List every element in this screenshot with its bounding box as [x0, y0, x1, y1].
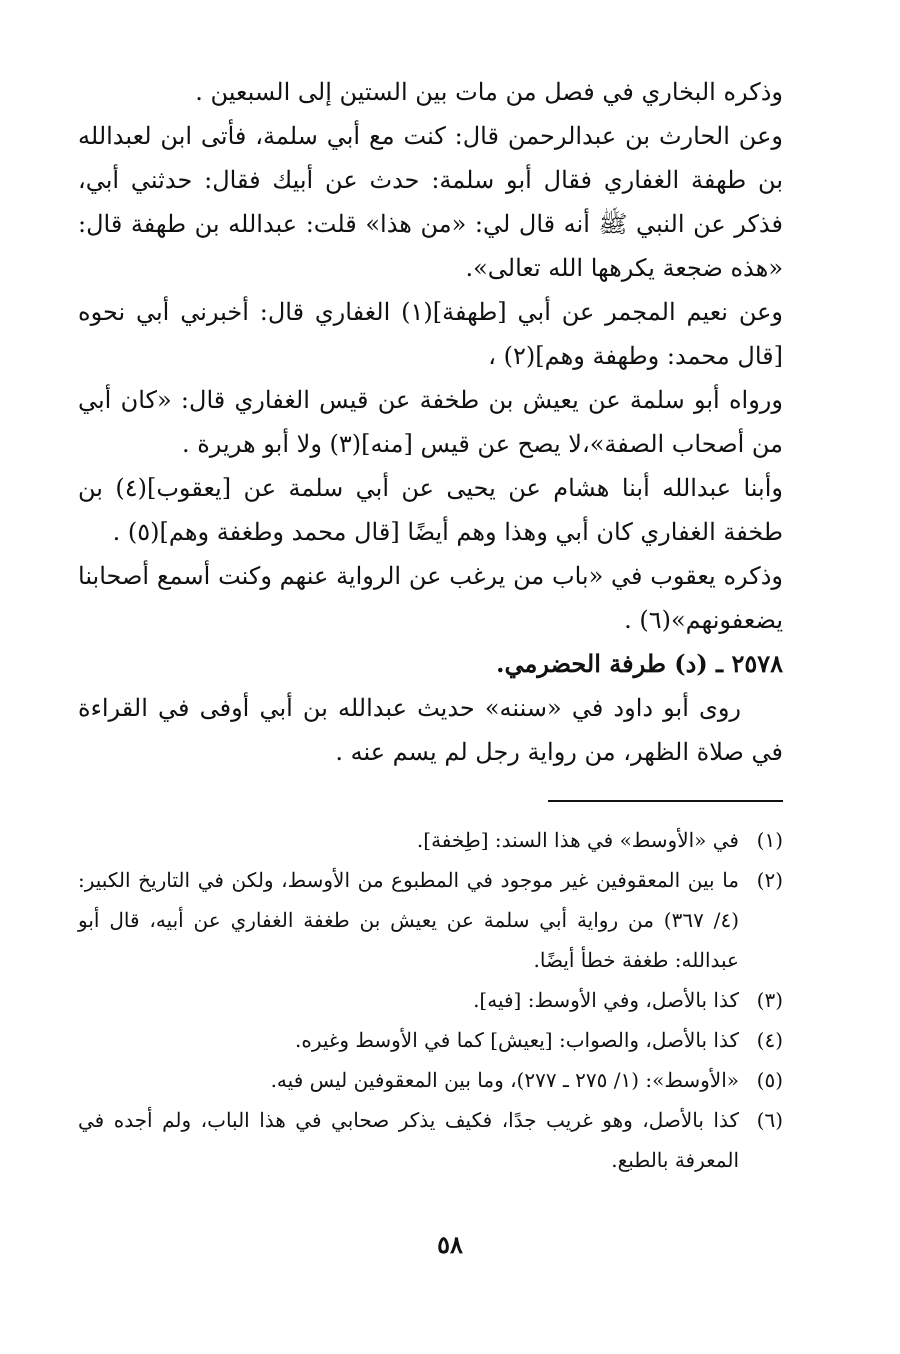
footnote-number: (٢): [756, 868, 783, 892]
paragraph-3: وعن نعيم المجمر عن أبي [طهفة](١) الغفاري قال: أخبرني أبي نحوه [قال محمد: وطهفة وهم](٢) ،: [78, 298, 784, 370]
paragraph-2: وعن الحارث بن عبدالرحمن قال: كنت مع أبي سلمة، فأتى ابن لعبدالله بن طهفة الغفاري فقال أبو سلمة: حدث عن أبيك فقال: حدثني أبي، فذكر عن النبي ﷺ أنه قال لي: «من هذا» قلت: عبدالله بن طهفة قال: «هذه ضجعة يكرهها الله تعالى».: [78, 122, 783, 282]
page-number: ٥٨: [437, 1230, 463, 1259]
footnote-text: كذا بالأصل، والصواب: [يعيش] كما في الأوسط وغيره.: [295, 1028, 739, 1052]
footnote-number: (٣): [756, 988, 783, 1012]
paragraph-5: وأبنا عبدالله أبنا هشام عن يحيى عن أبي سلمة عن [يعقوب](٤) بن طخفة الغفاري كان أبي وهذا وهم أيضًا [قال محمد وطغفة وهم](٥) .: [78, 474, 783, 546]
footnote-text: في «الأوسط» في هذا السند: [طِخفة].: [416, 828, 739, 852]
footnote-text: ما بين المعقوفين غير موجود في المطبوع من الأوسط، ولكن في التاريخ الكبير: (٤/ ٣٦٧) من رواية أبي سلمة عن يعيش بن طغفة الغفاري عن أبيه، قال أبو عبدالله: طغفة خطأ أيضًا.: [78, 868, 739, 972]
footnote-3: [78, 980, 783, 1020]
footnote-4: [78, 1020, 783, 1060]
main-text: [78, 70, 783, 774]
footnote-text: «الأوسط»: (١/ ٢٧٥ ـ ٢٧٧)، وما بين المعقوفين ليس فيه.: [270, 1068, 739, 1092]
footnote-divider: [548, 800, 783, 802]
footnote-2: [78, 860, 783, 980]
paragraph-1: وذكره البخاري في فصل من مات بين الستين إلى السبعين .: [195, 78, 783, 106]
footnote-6: [78, 1100, 783, 1180]
document-page: [78, 70, 783, 1180]
footnotes: [78, 820, 783, 1180]
footnote-text: كذا بالأصل، وفي الأوسط: [فيه].: [473, 988, 739, 1012]
paragraph-4: ورواه أبو سلمة عن يعيش بن طخفة عن قيس الغفاري قال: «كان أبي من أصحاب الصفة»،لا يصح عن قيس [منه](٣) ولا أبو هريرة .: [78, 386, 783, 458]
entry-paragraph: روى أبو داود في «سننه» حديث عبدالله بن أبي أوفى في القراءة في صلاة الظهر، من رواية رجل لم يسم عنه .: [78, 694, 783, 766]
footnote-1: [78, 820, 783, 860]
footnote-number: (٥): [756, 1068, 783, 1092]
footnote-5: [78, 1060, 783, 1100]
footnote-number: (٦): [756, 1108, 783, 1132]
footnote-number: (٤): [756, 1028, 783, 1052]
footnote-number: (١): [756, 828, 783, 852]
paragraph-6: وذكره يعقوب في «باب من يرغب عن الرواية عنهم وكنت أسمع أصحابنا يضعفونهم»(٦) .: [78, 562, 783, 634]
entry-heading: ٢٥٧٨ ـ (د) طرفة الحضرمي.: [496, 649, 783, 678]
footnote-text: كذا بالأصل، وهو غريب جدًا، فكيف يذكر صحابي في هذا الباب، ولم أجده في المعرفة بالطبع.: [78, 1108, 739, 1172]
